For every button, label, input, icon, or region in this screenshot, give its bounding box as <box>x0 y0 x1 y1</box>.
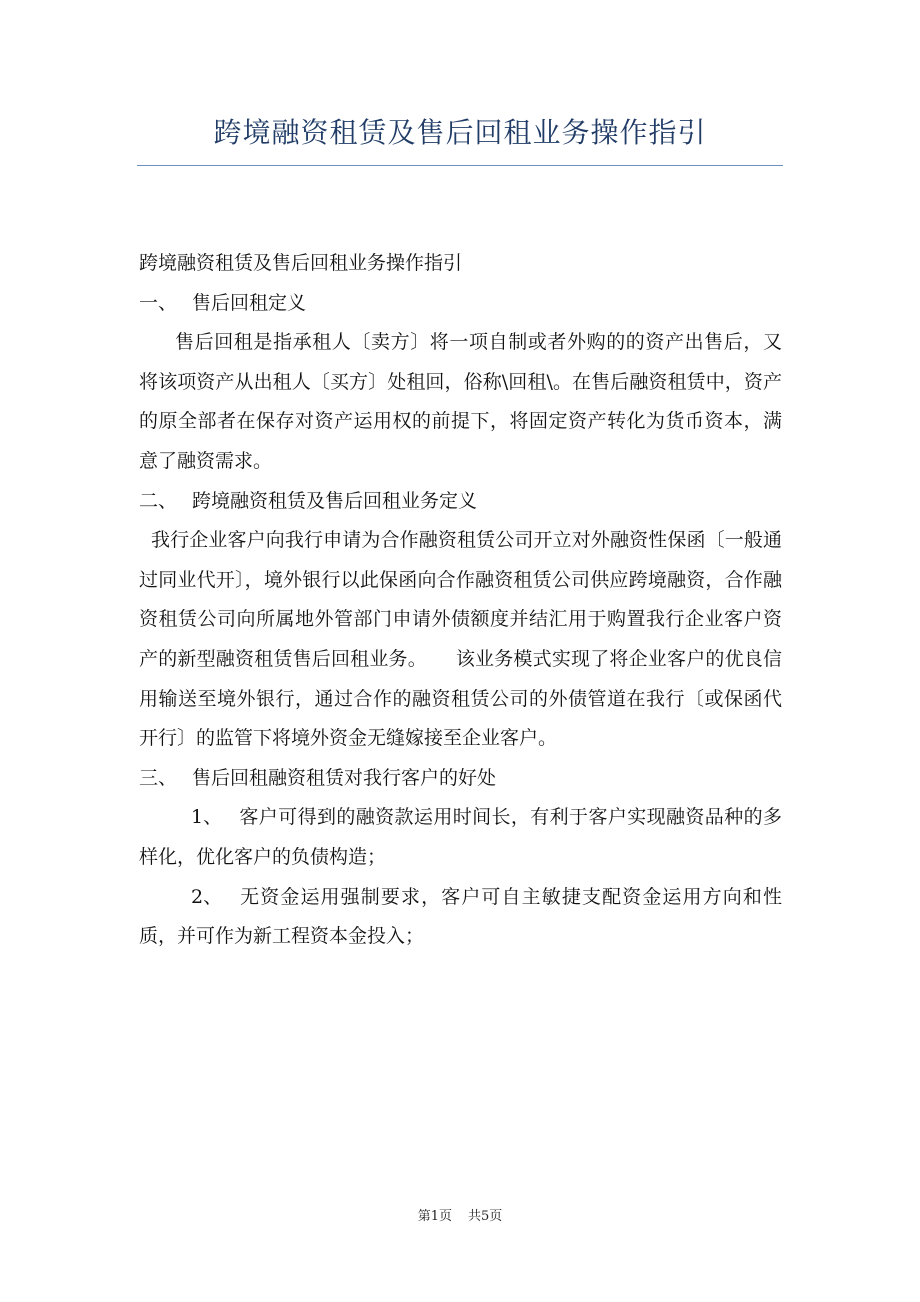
page-footer <box>0 1207 920 1227</box>
section-title-3: 售后回租融资租赁对我行客户的好处 <box>192 766 497 789</box>
section-number-2: 二、 <box>139 489 178 512</box>
list-item-number: 1、 <box>191 806 223 829</box>
document-subtitle: 跨境融资租赁及售后回租业务操作指引 <box>139 252 463 274</box>
section-paragraph-1: 售后回租是指承租人〔卖方〕将一项自制或者外购的的资产出售后，又将该项资产从出租人〔买方〕处租回，俗称\回租\。在售后融资租赁中，资产的原全部者在保存对资产运用权的前提下，将固定资产转化为货币资本，满意了融资需求。 <box>139 331 782 472</box>
section-title-1: 售后回租定义 <box>192 291 307 314</box>
section-heading-3 <box>139 759 782 799</box>
list-item-text: 无资金运用强制要求，客户可自主敏捷支配资金运用方向和性质，并可作为新工程资本金投入； <box>139 885 782 948</box>
document-body <box>139 244 782 957</box>
page-number-current: 第1页 <box>417 1209 452 1224</box>
list-item <box>139 878 782 957</box>
section-paragraph-2: 我行企业客户向我行申请为合作融资租赁公司开立对外融资性保函〔一般通过同业代开〕，境外银行以此保函向合作融资租赁公司供应跨境融资，合作融资租赁公司向所属地外管部门申请外债额度并结汇用于购置我行企业客户资产的新型融资租赁售后回租业务。 该业务模式实现了将企业客户的优良信用输送至境外银行，通过合作的融资租赁公司的外债管道在我行〔或保函代开行〕的监管下将境外资金无缝嫁接至企业客户。 <box>139 529 782 750</box>
section-number-3: 三、 <box>139 766 178 789</box>
page-number-total: 共5页 <box>468 1209 503 1224</box>
list-item-text: 客户可得到的融资款运用时间长，有利于客户实现融资品种的多样化，优化客户的负债构造； <box>139 806 782 868</box>
page-title: 跨境融资租赁及售后回租业务操作指引 <box>213 116 707 149</box>
section-heading-1 <box>139 284 782 324</box>
title-divider <box>137 165 783 166</box>
list-item <box>139 798 782 877</box>
list-item-number: 2、 <box>191 885 223 908</box>
section-number-1: 一、 <box>139 291 178 314</box>
section-title-2: 跨境融资租赁及售后回租业务定义 <box>192 489 478 512</box>
section-heading-2 <box>139 482 782 522</box>
